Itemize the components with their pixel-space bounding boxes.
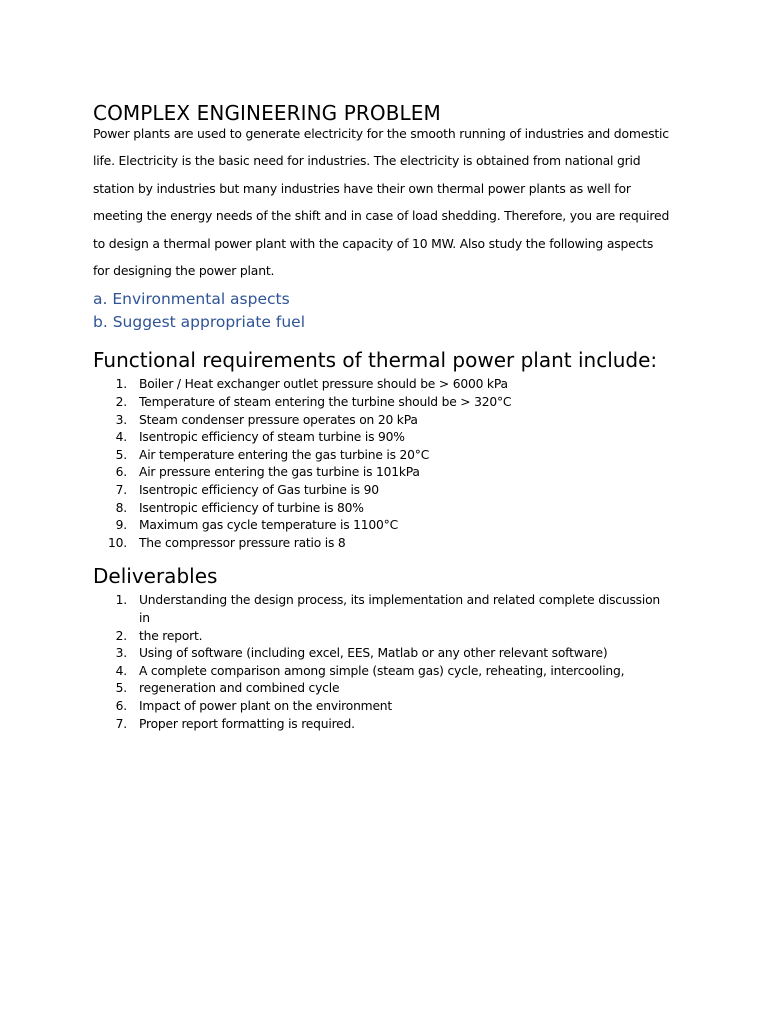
- deliverables-list: [93, 592, 673, 733]
- deliverable-item: [93, 680, 673, 698]
- functional-requirement-item: [93, 535, 673, 553]
- list-item-text: Boiler / Heat exchanger outlet pressure should be > 6000 kPa: [139, 377, 508, 392]
- intro-paragraph: Power plants are used to generate electricity for the smooth running of industries and domestic life. Electricity is the basic need for industries. The electricity is obtained from national grid station by industries but many industries have their own thermal power plants as well for meeting the energy needs of the shift and in case of load shedding. Therefore, you are required to design a thermal power plant with the capacity of 10 MW. Also study the following aspects for designing the power plant.: [93, 126, 670, 279]
- functional-requirement-item: [93, 517, 673, 535]
- list-item-number: 6.: [115, 698, 127, 713]
- list-item-number: 2.: [115, 395, 127, 410]
- list-item-number: 1.: [115, 593, 127, 608]
- deliverable-item: [93, 716, 673, 734]
- list-item-number: 3.: [115, 646, 127, 661]
- aspects-list: [93, 288, 673, 334]
- list-item-text: the report.: [139, 628, 203, 643]
- list-item-number: 1.: [115, 377, 127, 392]
- deliverable-item: [93, 663, 673, 681]
- functional-requirement-item: [93, 376, 673, 394]
- list-item-number: 5.: [115, 681, 127, 696]
- list-item-text: Impact of power plant on the environment: [139, 698, 393, 713]
- functional-requirement-item: [93, 412, 673, 430]
- list-item-text: Maximum gas cycle temperature is 1100°C: [139, 518, 399, 533]
- deliverables-heading: Deliverables: [93, 564, 218, 589]
- functional-requirement-item: [93, 447, 673, 465]
- document-page: [93, 100, 673, 733]
- deliverable-item: [93, 628, 673, 646]
- aspect-item-fuel: b. Suggest appropriate fuel: [93, 313, 306, 332]
- functional-requirements-heading: Functional requirements of thermal power plant include:: [93, 348, 658, 373]
- list-item-number: 4.: [115, 663, 127, 678]
- list-item-text: Air temperature entering the gas turbine is 20°C: [139, 447, 430, 462]
- aspect-item-environmental: a. Environmental aspects: [93, 290, 290, 309]
- list-item-number: 7.: [115, 716, 127, 731]
- list-item-number: 4.: [115, 430, 127, 445]
- list-item-text: Isentropic efficiency of steam turbine is 90%: [139, 430, 405, 445]
- list-item-text: Temperature of steam entering the turbine should be > 320°C: [139, 395, 512, 410]
- list-item-text: Proper report formatting is required.: [139, 716, 355, 731]
- deliverable-item: [93, 698, 673, 716]
- page-title: COMPLEX ENGINEERING PROBLEM: [93, 101, 441, 125]
- functional-requirement-item: [93, 482, 673, 500]
- list-item-number: 8.: [115, 500, 127, 515]
- list-item-text: Isentropic efficiency of Gas turbine is 90: [139, 483, 379, 497]
- functional-requirement-item: [93, 394, 673, 412]
- deliverable-item: [93, 645, 673, 663]
- functional-requirements-list: [93, 376, 673, 552]
- functional-requirement-item: [93, 500, 673, 518]
- list-item-number: 2.: [115, 628, 127, 643]
- list-item-number: 10.: [108, 535, 127, 550]
- list-item-text: Isentropic efficiency of turbine is 80%: [139, 500, 364, 515]
- list-item-text: Understanding the design process, its implementation and related complete discussion in: [139, 593, 660, 625]
- deliverable-item: [93, 592, 673, 627]
- list-item-text: The compressor pressure ratio is 8: [139, 535, 346, 550]
- list-item-number: 5.: [115, 447, 127, 462]
- functional-requirement-item: [93, 429, 673, 447]
- list-item-text: Air pressure entering the gas turbine is 101kPa: [139, 465, 420, 480]
- list-item-text: regeneration and combined cycle: [139, 681, 340, 696]
- list-item-text: A complete comparison among simple (steam gas) cycle, reheating, intercooling,: [139, 663, 625, 678]
- functional-requirement-item: [93, 464, 673, 482]
- list-item-text: Using of software (including excel, EES, Matlab or any other relevant software): [139, 646, 608, 661]
- list-item-text: Steam condenser pressure operates on 20 kPa: [139, 412, 418, 427]
- list-item-number: 7.: [115, 483, 127, 497]
- list-item-number: 9.: [115, 518, 127, 533]
- list-item-number: 3.: [115, 412, 127, 427]
- list-item-number: 6.: [115, 465, 127, 480]
